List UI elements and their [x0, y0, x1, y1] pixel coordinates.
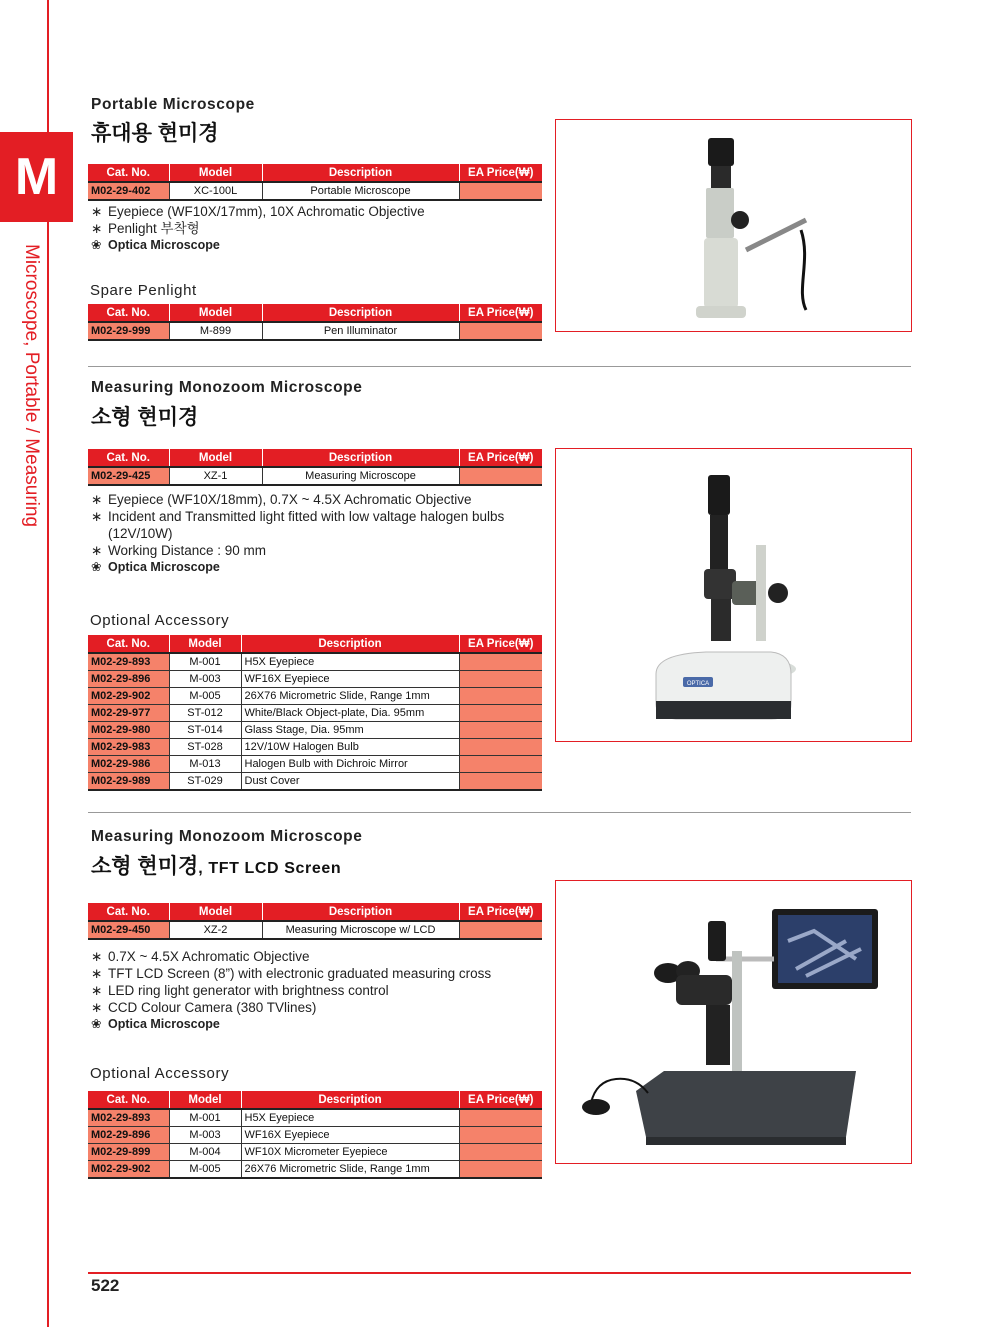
table-row [88, 739, 542, 756]
description-cell: Measuring Microscope w/ LCD [262, 921, 459, 939]
model-cell: M-001 [169, 1109, 241, 1127]
price-cell [459, 322, 542, 340]
header-ea-price: EA Price(₩) [459, 449, 542, 467]
table-row [88, 182, 542, 200]
model-cell: M-013 [169, 756, 241, 773]
spec-note: ∗ Incident and Transmitted light fitted with low valtage halogen bulbs (12V/10W) [91, 508, 531, 542]
spec-note: ∗ Penlight 부착형 [91, 220, 425, 237]
model-cell: M-005 [169, 688, 241, 705]
section-title-measuring-ko: 소형 현미경 [91, 406, 199, 429]
price-cell [459, 773, 542, 791]
spec-note: ∗ LED ring light generator with brightness control [91, 982, 491, 999]
cat-no-cell: M02-29-977 [88, 705, 169, 722]
price-cell [459, 1127, 542, 1144]
table-row [88, 671, 542, 688]
spec-notes-measuring-lcd [91, 948, 491, 1033]
header-cat-no: Cat. No. [88, 903, 169, 921]
lcd-microscope-photo [555, 880, 912, 1164]
header-description: Description [262, 449, 459, 467]
page-number: 522 [91, 1276, 120, 1295]
model-cell: M-001 [169, 653, 241, 671]
header-description: Description [241, 1091, 459, 1109]
header-ea-price: EA Price(₩) [459, 304, 542, 322]
spec-note: ∗ Eyepiece (WF10X/18mm), 0.7X ~ 4.5X Achromatic Objective [91, 491, 531, 508]
section-divider [88, 812, 911, 813]
description-cell: 26X76 Micrometric Slide, Range 1mm [241, 1161, 459, 1179]
cat-no-cell: M02-29-450 [88, 921, 169, 939]
description-cell: WF16X Eyepiece [241, 1127, 459, 1144]
portable-microscope-illustration [556, 120, 911, 331]
table-row [88, 773, 542, 791]
cat-no-cell: M02-29-999 [88, 322, 169, 340]
portable-microscope-photo [555, 119, 912, 332]
header-ea-price: EA Price(₩) [459, 903, 542, 921]
price-cell [459, 467, 542, 485]
accessory-table-measuring [88, 635, 542, 791]
table-row [88, 467, 542, 485]
product-table-portable [88, 164, 542, 201]
header-cat-no: Cat. No. [88, 304, 169, 322]
header-model: Model [169, 164, 262, 182]
subsection-title-spare-penlight: Spare Penlight [90, 282, 197, 299]
model-cell: M-899 [169, 322, 262, 340]
product-table-measuring [88, 449, 542, 486]
description-cell: 26X76 Micrometric Slide, Range 1mm [241, 688, 459, 705]
brand-note: ❀ Optica Microscope [91, 237, 425, 254]
table-row [88, 653, 542, 671]
price-cell [459, 722, 542, 739]
section-title-measuring: Measuring Monozoom Microscope [91, 379, 363, 396]
model-cell: XC-100L [169, 182, 262, 200]
description-cell: H5X Eyepiece [241, 1109, 459, 1127]
cat-no-cell: M02-29-983 [88, 739, 169, 756]
table-row [88, 1127, 542, 1144]
section-divider [88, 366, 911, 367]
price-cell [459, 653, 542, 671]
model-cell: M-004 [169, 1144, 241, 1161]
footer-rule [88, 1272, 911, 1274]
table-row [88, 688, 542, 705]
header-model: Model [169, 304, 262, 322]
lcd-microscope-illustration [556, 881, 911, 1163]
table-row [88, 722, 542, 739]
cat-no-cell: M02-29-980 [88, 722, 169, 739]
cat-no-cell: M02-29-893 [88, 1109, 169, 1127]
section-title-portable: Portable Microscope [91, 96, 255, 113]
description-cell: 12V/10W Halogen Bulb [241, 739, 459, 756]
brand-note: ❀ Optica Microscope [91, 1016, 491, 1033]
spec-note: ∗ Working Distance : 90 mm [91, 542, 531, 559]
description-cell: Glass Stage, Dia. 95mm [241, 722, 459, 739]
description-cell: Halogen Bulb with Dichroic Mirror [241, 756, 459, 773]
model-cell: XZ-2 [169, 921, 262, 939]
header-cat-no: Cat. No. [88, 449, 169, 467]
price-cell [459, 182, 542, 200]
spec-note: ∗ Eyepiece (WF10X/17mm), 10X Achromatic Objective [91, 203, 425, 220]
subsection-title-optional-accessory: Optional Accessory [90, 612, 230, 629]
header-model: Model [169, 903, 262, 921]
table-row [88, 705, 542, 722]
description-cell: Portable Microscope [262, 182, 459, 200]
cat-no-cell: M02-29-896 [88, 671, 169, 688]
description-cell: WF10X Micrometer Eyepiece [241, 1144, 459, 1161]
header-description: Description [262, 304, 459, 322]
model-cell: M-005 [169, 1161, 241, 1179]
model-cell: ST-012 [169, 705, 241, 722]
header-model: Model [169, 1091, 241, 1109]
header-description: Description [262, 903, 459, 921]
cat-no-cell: M02-29-899 [88, 1144, 169, 1161]
table-row [88, 1161, 542, 1179]
cat-no-cell: M02-29-902 [88, 1161, 169, 1179]
price-cell [459, 921, 542, 939]
price-cell [459, 1109, 542, 1127]
spec-note: ∗ CCD Colour Camera (380 TVlines) [91, 999, 491, 1016]
accessory-table-measuring-lcd [88, 1091, 542, 1179]
model-cell: ST-028 [169, 739, 241, 756]
section-title-portable-ko: 휴대용 현미경 [91, 122, 219, 145]
price-cell [459, 756, 542, 773]
product-table-spare-penlight [88, 304, 542, 341]
header-ea-price: EA Price(₩) [459, 164, 542, 182]
description-cell: Dust Cover [241, 773, 459, 791]
price-cell [459, 1161, 542, 1179]
header-cat-no: Cat. No. [88, 164, 169, 182]
header-ea-price: EA Price(₩) [459, 1091, 542, 1109]
table-row [88, 921, 542, 939]
header-ea-price: EA Price(₩) [459, 635, 542, 653]
brand-note: ❀ Optica Microscope [91, 559, 531, 576]
cat-no-cell: M02-29-402 [88, 182, 169, 200]
table-row [88, 1144, 542, 1161]
cat-no-cell: M02-29-425 [88, 467, 169, 485]
cat-no-cell: M02-29-989 [88, 773, 169, 791]
price-cell [459, 739, 542, 756]
table-row [88, 322, 542, 340]
description-cell: Pen Illuminator [262, 322, 459, 340]
photo-brand-label: OPTICA [686, 681, 710, 687]
cat-no-cell: M02-29-893 [88, 653, 169, 671]
table-row [88, 1109, 542, 1127]
spec-notes-measuring [91, 491, 531, 576]
price-cell [459, 705, 542, 722]
vertical-section-label: Microscope, Portable / Measuring [21, 244, 42, 528]
header-cat-no: Cat. No. [88, 635, 169, 653]
spec-notes-portable [91, 203, 425, 254]
cat-no-cell: M02-29-896 [88, 1127, 169, 1144]
description-cell: White/Black Object-plate, Dia. 95mm [241, 705, 459, 722]
header-model: Model [169, 449, 262, 467]
measuring-microscope-photo [555, 448, 912, 742]
header-description: Description [262, 164, 459, 182]
product-table-measuring-lcd [88, 903, 542, 940]
description-cell: Measuring Microscope [262, 467, 459, 485]
description-cell: WF16X Eyepiece [241, 671, 459, 688]
model-cell: XZ-1 [169, 467, 262, 485]
description-cell: H5X Eyepiece [241, 653, 459, 671]
cat-no-cell: M02-29-986 [88, 756, 169, 773]
section-tab: M [0, 132, 73, 222]
header-description: Description [241, 635, 459, 653]
section-title-measuring-lcd-ko: 소형 현미경, TFT LCD Screen [91, 855, 342, 878]
model-cell: M-003 [169, 1127, 241, 1144]
section-title-measuring-lcd: Measuring Monozoom Microscope [91, 828, 363, 845]
table-row [88, 756, 542, 773]
measuring-microscope-illustration [556, 449, 911, 741]
cat-no-cell: M02-29-902 [88, 688, 169, 705]
spec-note: ∗ 0.7X ~ 4.5X Achromatic Objective [91, 948, 491, 965]
header-cat-no: Cat. No. [88, 1091, 169, 1109]
price-cell [459, 1144, 542, 1161]
price-cell [459, 688, 542, 705]
model-cell: M-003 [169, 671, 241, 688]
price-cell [459, 671, 542, 688]
model-cell: ST-029 [169, 773, 241, 791]
subsection-title-optional-accessory-lcd: Optional Accessory [90, 1065, 230, 1082]
spec-note: ∗ TFT LCD Screen (8”) with electronic graduated measuring cross [91, 965, 491, 982]
header-model: Model [169, 635, 241, 653]
model-cell: ST-014 [169, 722, 241, 739]
